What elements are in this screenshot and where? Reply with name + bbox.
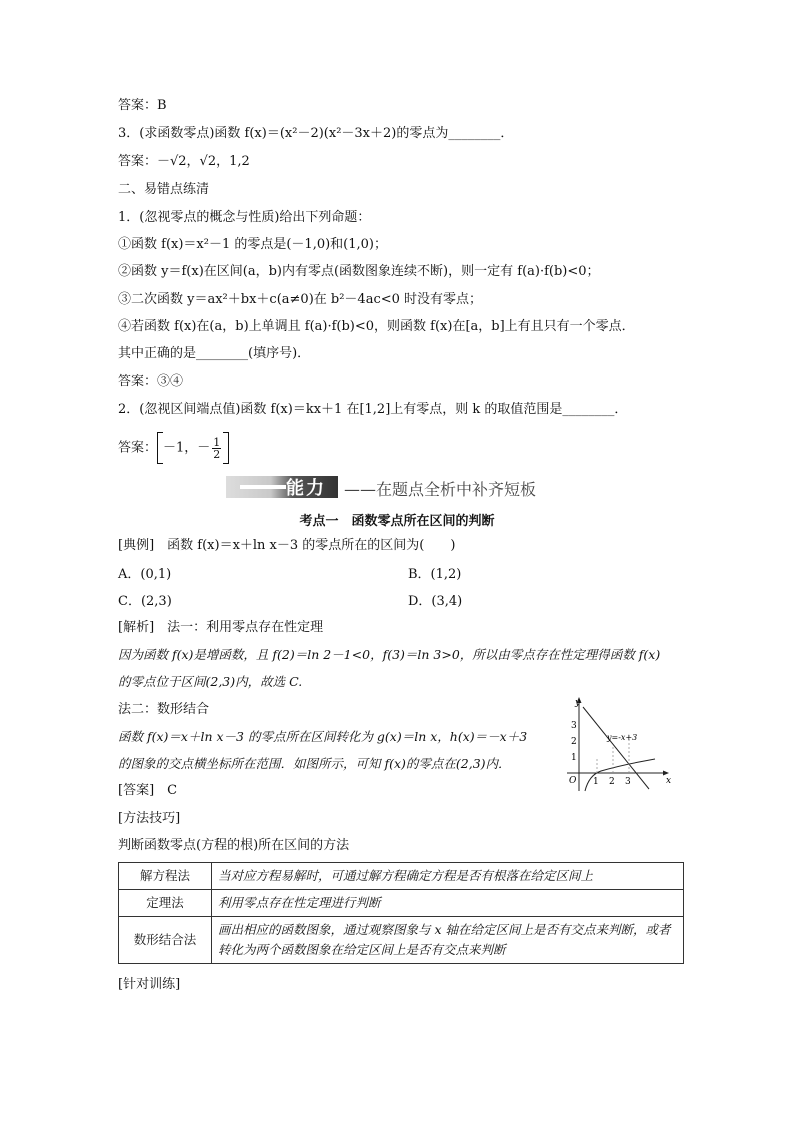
section-title: 考点一 函数零点所在区间的判断 xyxy=(299,514,495,529)
option-d: D．(3,4) xyxy=(408,594,463,609)
banner-subtitle: ——在题点全析中补齐短板 xyxy=(344,480,537,499)
answer-line-3: 答案：－√2，√2，1,2 xyxy=(118,154,250,169)
table-row xyxy=(119,917,684,964)
y-tick-1: 1 xyxy=(571,753,577,763)
banner-stripe xyxy=(240,485,286,489)
option-b: B．(1,2) xyxy=(408,567,462,582)
x-tick-3: 3 xyxy=(625,777,631,787)
fraction-numerator: 1 xyxy=(213,435,221,449)
fraction xyxy=(212,437,221,460)
answer-line-props: 答案：③④ xyxy=(118,374,184,389)
answer-prefix: 答案： xyxy=(118,440,158,456)
x-tick-2: 2 xyxy=(609,777,615,787)
y-axis-label: y xyxy=(575,698,581,708)
method-heading: 判断函数零点(方程的根)所在区间的方法 xyxy=(118,838,350,853)
function-graph xyxy=(563,695,683,795)
solution-text-2: 的零点位于区间(2,3)内，故选 C. xyxy=(118,674,303,689)
section-heading-errors: 二、易错点练清 xyxy=(118,182,210,197)
method-desc: 画出相应的函数图象，通过观察图象与 x 轴在给定区间上是否有交点来判断，或者转化为两个函数图象在给定区间上是否有交点来判断 xyxy=(212,917,684,964)
practice-label: [针对训练] xyxy=(118,977,181,992)
solution-text-3: 函数 f(x)＝x＋ln x－3 的零点所在区间转化为 g(x)＝ln x，h(x)＝－x＋3 xyxy=(118,729,528,744)
line-label: y=-x+3 xyxy=(607,733,638,742)
table-row xyxy=(119,890,684,917)
solution-text-4: 的图象的交点横坐标所在范围．如图所示，可知 f(x)的零点在(2,3)内． xyxy=(118,756,511,771)
proposition-2: ②函数 y＝f(x)在区间(a，b)内有零点(函数图象连续不断)，则一定有 f(a)·f(b)<0； xyxy=(118,264,600,279)
method-name: 数形结合法 xyxy=(119,917,212,964)
x-axis-arrow xyxy=(663,771,669,776)
answer-left: －1，－ xyxy=(163,440,211,456)
example-question: [典例] 函数 f(x)＝x＋ln x－3 的零点所在的区间为( ) xyxy=(118,538,456,553)
solution-text-1: 因为函数 f(x)是增函数，且 f(2)＝ln 2－1<0，f(3)＝ln 3>0，所以由零点存在性定理得函数 f(x) xyxy=(118,647,661,662)
fraction-denominator: 2 xyxy=(213,447,221,461)
right-bracket xyxy=(223,432,229,464)
question-1: 1．(忽视零点的概念与性质)给出下列命题： xyxy=(118,210,371,225)
answer-label: [答案] C xyxy=(118,783,178,798)
option-c: C．(2,3) xyxy=(118,594,172,609)
method-desc: 利用零点存在性定理进行判断 xyxy=(212,890,684,917)
answer-line-1: 答案：B xyxy=(118,98,167,113)
method-tips-label: [方法技巧] xyxy=(118,811,181,826)
proposition-4: ④若函数 f(x)在(a，b)上单调且 f(a)·f(b)<0，则函数 f(x)在[a，b]上有且只有一个零点． xyxy=(118,319,635,334)
answer-interval xyxy=(118,432,229,464)
question-3: 3．(求函数零点)函数 f(x)＝(x²－2)(x²－3x＋2)的零点为________． xyxy=(118,126,514,141)
method-name: 解方程法 xyxy=(119,863,212,890)
table-row xyxy=(119,863,684,890)
ability-banner xyxy=(226,474,566,500)
method-two-heading: 法二：数形结合 xyxy=(118,702,210,717)
origin-label: O xyxy=(569,776,577,786)
question-2: 2．(忽视区间端点值)函数 f(x)＝kx＋1 在[1,2]上有零点，则 k 的取值范围是________． xyxy=(118,402,628,417)
option-a: A．(0,1) xyxy=(118,567,172,582)
proposition-3: ③二次函数 y＝ax²＋bx＋c(a≠0)在 b²－4ac<0 时没有零点； xyxy=(118,292,483,307)
x-tick-1: 1 xyxy=(593,777,599,787)
fill-in-prompt: 其中正确的是________(填序号)． xyxy=(118,346,311,361)
solution-heading: [解析] 法一：利用零点存在性定理 xyxy=(118,620,324,635)
method-name: 定理法 xyxy=(119,890,212,917)
proposition-1: ①函数 f(x)＝x²－1 的零点是(－1,0)和(1,0)； xyxy=(118,237,388,252)
x-axis-label: x xyxy=(666,776,672,786)
y-tick-2: 2 xyxy=(571,737,577,747)
methods-table xyxy=(118,862,684,964)
banner-word: 能力 xyxy=(286,478,326,499)
y-tick-3: 3 xyxy=(571,721,577,731)
method-desc: 当对应方程易解时，可通过解方程确定方程是否有根落在给定区间上 xyxy=(212,863,684,890)
